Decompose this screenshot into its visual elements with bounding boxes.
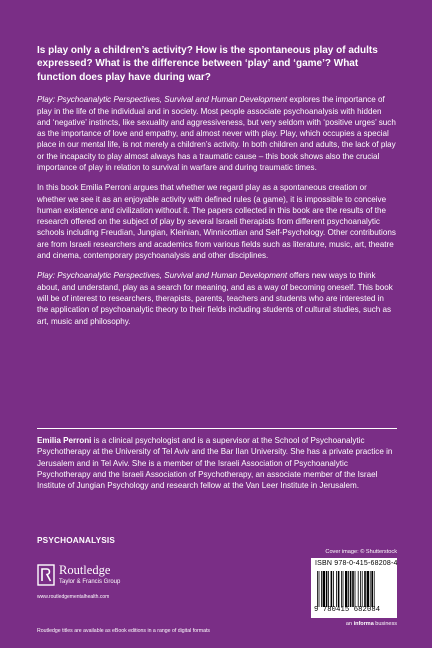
headline: Is play only a children’s activity? How is the spontaneous play of adults expressed? What is the difference between ‘play’ and ‘game’? What function does play have during war? xyxy=(37,45,378,83)
paragraph-1-body: explores the importance of play in the life of the individual and in society. Most people associate psychoanalysis with hidden and ‘negative’ instincts, like sexuality and aggressiveness, but very seldom with ‘positive urges’ such as the importance of love and empathy, and almost never with play. Play, which occupies a special place in our mental life, is not merely a children’s activity. In both children and adults, the lack of play or the incapacity to play almost always has a traumatic cause – this book shows also the crucial importance of play in relation to survival in warfare and during traumatic times. xyxy=(37,95,396,172)
barcode-digits: 9 780415 682084 xyxy=(314,606,381,614)
cover-credit: Cover image: © Shutterstock xyxy=(325,549,397,555)
informa-brand: informa xyxy=(353,621,374,627)
barcode-icon xyxy=(317,571,393,607)
divider xyxy=(37,428,397,429)
subject-category: PSYCHOANALYSIS xyxy=(37,536,116,545)
isbn: ISBN 978-0-415-68208-4 xyxy=(315,560,398,567)
barcode-panel xyxy=(311,558,397,618)
book-title-italic: Play: Psychoanalytic Perspectives, Survival and Human Development xyxy=(37,95,288,105)
paragraph-3-body: offers new ways to think about, and understand, play as a search for meaning, and as a way of becoming oneself. This book will be of interest to researchers, therapists, parents, teachers and students who are interested in the application of psychoanalytic theory to their fields including students of cultural studies, such as art, music and philosophy. xyxy=(37,271,393,326)
author-bio-body: is a clinical psychologist and is a supervisor at the School of Psychoanalytic Psychotherapy at the University of Tel Aviv and the Bar Ilan University. She has a private practice in Jerusalem and in Tel Aviv. She is a member of the Israeli Association of Psychoanalytic Psychotherapy and the Israeli Association of Psychotherapy, an associate member of the Israel Institute of Jungian Psychology and research fellow at the Van Leer Institute in Jerusalem. xyxy=(37,436,393,491)
description-paragraph-3 xyxy=(37,270,397,326)
author-name: Emilia Perroni xyxy=(37,436,92,445)
publisher-group: Taylor & Francis Group xyxy=(59,579,121,585)
ebook-note: Routledge titles are available as eBook editions in a range of digital formats xyxy=(37,628,211,634)
routledge-emblem-icon xyxy=(37,564,55,586)
informa-tagline: an informa business xyxy=(345,621,397,627)
publisher-logo xyxy=(37,561,167,597)
book-title-italic: Play: Psychoanalytic Perspectives, Survival and Human Development xyxy=(37,271,288,281)
author-bio xyxy=(37,435,397,491)
description-paragraph-1 xyxy=(37,94,397,173)
publisher-website[interactable]: www.routledgementalhealth.com xyxy=(37,594,110,600)
blurb xyxy=(37,44,397,336)
publisher-name: Routledge xyxy=(59,563,111,577)
description-paragraph-2: In this book Emilia Perroni argues that whether we regard play as a spontaneous creation or whether we see it as an enjoyable activity with defined rules (a game), it is impossible to conceive human existence and civilization without it. The papers collected in this book are the results of the research offered on the subject of play by several Israeli therapists from different psychoanalytic schools including Freudian, Jungian, Kleinian, Winnicottian and Self-Psychology. Other contributions are from Israeli researchers and academics from various fields such as literature, music, art, theatre and cinema, contemporary psychoanalysis and other disciplines. xyxy=(37,183,396,261)
